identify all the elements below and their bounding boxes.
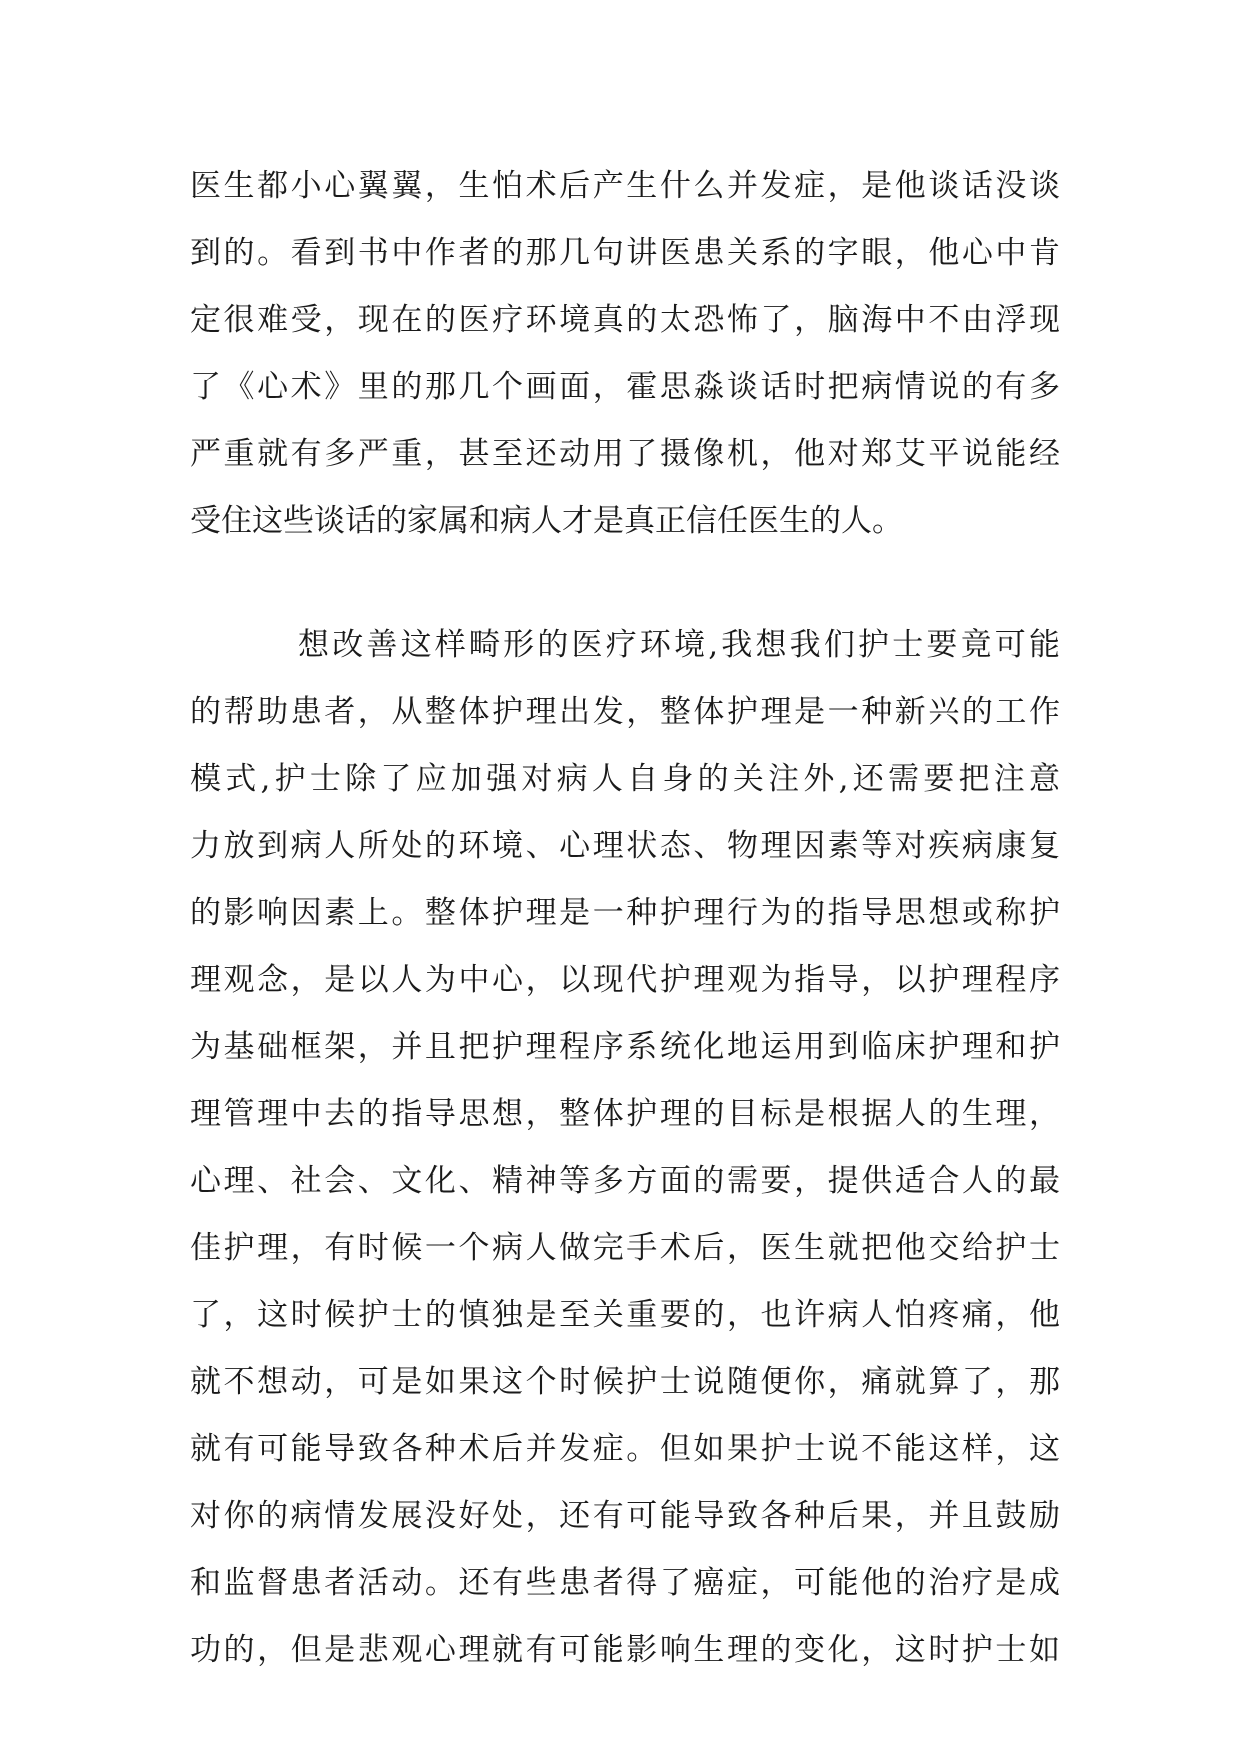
text-line: 就有可能导致各种术后并发症。但如果护士说不能这样，这 [190, 1431, 1060, 1467]
text-line: 功的，但是悲观心理就有可能影响生理的变化，这时护士如 [190, 1632, 1060, 1668]
text-line: 和监督患者活动。还有些患者得了癌症，可能他的治疗是成 [190, 1565, 1060, 1601]
text-line: 严重就有多严重，甚至还动用了摄像机，他对郑艾平说能经 [190, 436, 1060, 472]
text-line: 的影响因素上。整体护理是一种护理行为的指导思想或称护 [190, 895, 1060, 931]
text-line: 想改善这样畸形的医疗环境,我想我们护士要竟可能 [298, 627, 1060, 663]
paragraph-2 [190, 612, 1060, 1684]
text-line: 为基础框架，并且把护理程序系统化地运用到临床护理和护 [190, 1029, 1060, 1065]
text-line: 到的。看到书中作者的那几句讲医患关系的字眼，他心中肯 [190, 235, 1060, 271]
text-line: 定很难受，现在的医疗环境真的太恐怖了，脑海中不由浮现 [190, 302, 1060, 338]
text-line: 了，这时候护士的慎独是至关重要的，也许病人怕疼痛，他 [190, 1297, 1060, 1333]
text-line: 受住这些谈话的家属和病人才是真正信任医生的人。 [190, 503, 903, 539]
text-line: 力放到病人所处的环境、心理状态、物理因素等对疾病康复 [190, 828, 1060, 864]
text-line: 理管理中去的指导思想，整体护理的目标是根据人的生理， [190, 1096, 1060, 1132]
paragraph-1 [190, 153, 1060, 555]
text-line: 医生都小心翼翼，生怕术后产生什么并发症，是他谈话没谈 [190, 168, 1060, 204]
text-line: 了《心术》里的那几个画面，霍思淼谈话时把病情说的有多 [190, 369, 1060, 405]
text-line: 模式,护士除了应加强对病人自身的关注外,还需要把注意 [190, 761, 1060, 797]
text-line: 对你的病情发展没好处，还有可能导致各种后果，并且鼓励 [190, 1498, 1060, 1534]
text-line: 的帮助患者，从整体护理出发，整体护理是一种新兴的工作 [190, 694, 1060, 730]
text-line: 理观念，是以人为中心，以现代护理观为指导，以护理程序 [190, 962, 1060, 998]
text-line: 佳护理，有时候一个病人做完手术后，医生就把他交给护士 [190, 1230, 1060, 1266]
text-line: 心理、社会、文化、精神等多方面的需要，提供适合人的最 [190, 1163, 1060, 1199]
text-line: 就不想动，可是如果这个时候护士说随便你，痛就算了，那 [190, 1364, 1060, 1400]
